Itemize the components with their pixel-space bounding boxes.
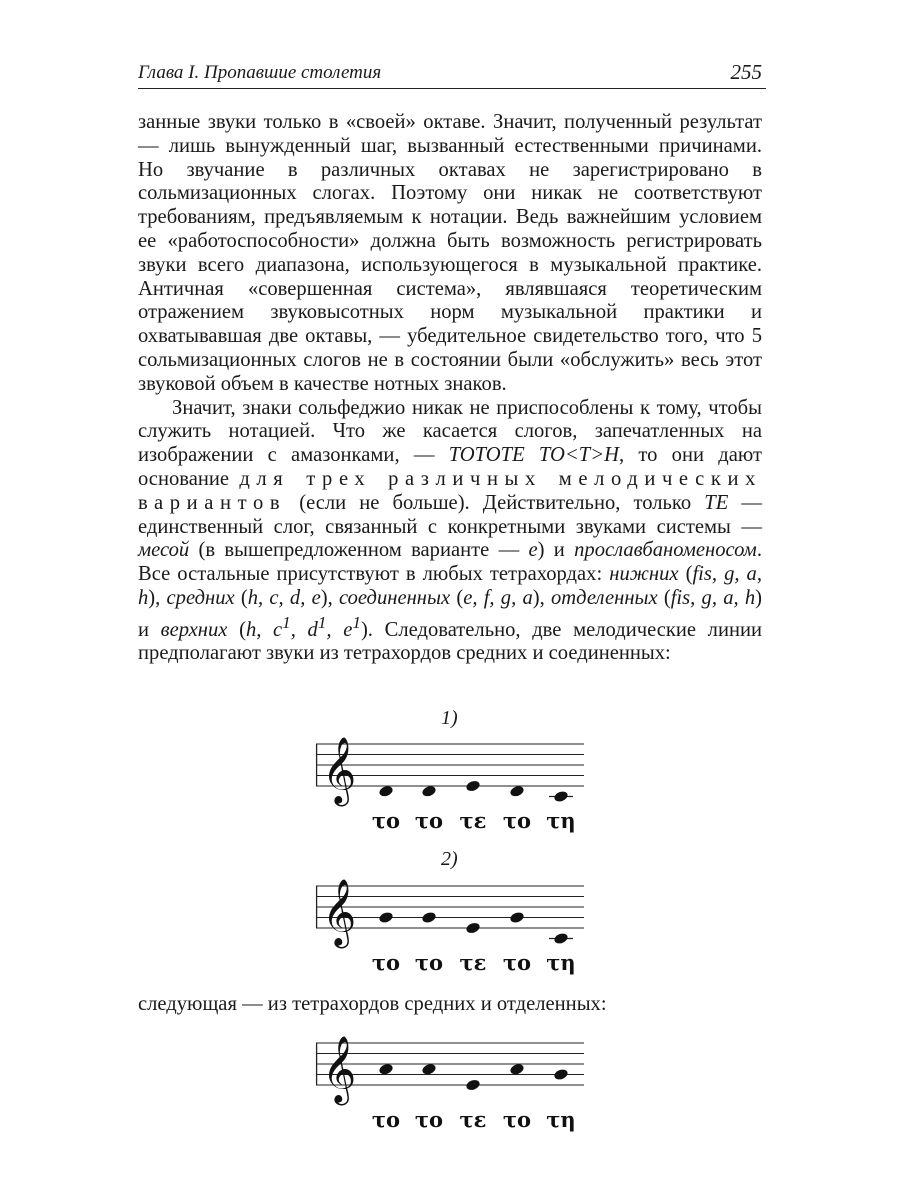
- text-run: ). Следовательно, две мелодические линии предполагают звуки из тетрахордов средних и соединенных:: [138, 618, 763, 665]
- music-example: [316, 735, 584, 848]
- term-mesa: месой: [138, 539, 190, 562]
- treble-clef-icon: 𝄞: [322, 1034, 357, 1103]
- text-run: . Все остальные присутствуют в любых тетрахордах:: [138, 539, 762, 586]
- syllable-label: το: [414, 808, 444, 833]
- text-run: ) и: [537, 539, 575, 562]
- text-run: ),: [320, 586, 339, 609]
- text-run: (в вышепредложенном варианте —: [189, 539, 529, 562]
- term-conjunct: соединенных: [338, 586, 451, 609]
- text-run: (: [450, 586, 464, 609]
- text-run: (: [234, 586, 248, 609]
- body-text: [138, 111, 762, 666]
- text-run: (если не больше). Действительно, только: [286, 491, 705, 514]
- term-upper: верхних: [160, 618, 228, 641]
- term-proslamb: прославбаноменосом: [574, 539, 757, 562]
- staff-svg: [316, 735, 584, 848]
- note-set: h, c, d, e: [247, 586, 321, 609]
- note-head: [378, 911, 394, 924]
- octave-mark: 1: [282, 612, 291, 632]
- note-head: [553, 1068, 569, 1081]
- note-head: [378, 785, 394, 798]
- text-run: h, c: [245, 618, 283, 641]
- text-run: Значит, знаки сольфеджио никак не приспособлены к тому, чтобы служить нотацией. Что же касается слогов, запечатленных на изображении с амазонками, —: [138, 396, 762, 467]
- staff-svg: [316, 877, 584, 990]
- syllable-label: τη: [546, 1107, 576, 1132]
- syllable-label: το: [502, 808, 532, 833]
- example-caption: 2): [441, 848, 458, 870]
- example-caption: 1): [441, 707, 458, 729]
- note-head: [421, 1063, 437, 1076]
- syllable-label: το: [502, 1107, 532, 1132]
- syllable-label: τη: [546, 950, 576, 975]
- chapter-title: Глава I. Пропавшие столетия: [138, 62, 382, 83]
- note-head: [553, 790, 569, 803]
- text-run: , то они дают основание: [138, 444, 762, 490]
- note-head: [465, 921, 481, 934]
- treble-clef-icon: 𝄞: [322, 877, 357, 946]
- syllable-label: το: [371, 950, 401, 975]
- spaced-phrase: для трех различных мелодических вариантов: [138, 467, 762, 514]
- note-head: [465, 1078, 481, 1091]
- note-head: [378, 1063, 394, 1076]
- formula: TOTOTE TO<T>H: [448, 444, 619, 467]
- paragraph-1: занные звуки только в «своей» октаве. Значит, полученный результат — лишь вынужденный шаг, вызванный естественными причинами. Но звучание в различных октавах не зарегистрировано в сольмизационных слогах. Поэтому они никак не соответствуют требованиям, предъявляемым к нотации. Ведь важнейшим условием ее «работоспособности» должна быть возможность регистрировать звуки всего диапазона, использующегося в музыкальной практике. Античная «совершенная система», являвшаяся теоретическим отражением звуковысотных норм музыкальной практики и охватывавшая две октавы, — убедительное свидетельство того, что 5 сольмизационных слогов не в состоянии были «обслужить» весь этот звуковой объем в качестве нотных знаков.: [138, 111, 762, 395]
- syllable-label: τη: [546, 808, 576, 833]
- text-run: (: [657, 586, 671, 609]
- paragraph-2: [138, 397, 762, 667]
- note-set: fis, g, a, h: [138, 563, 762, 609]
- syllable-label: τε: [459, 1107, 487, 1132]
- syllable-label: το: [414, 950, 444, 975]
- page-number: 255: [730, 60, 762, 84]
- note-set: e, f, g, a: [463, 586, 533, 609]
- treble-clef-icon: 𝄞: [322, 735, 357, 804]
- text-run: (: [678, 563, 693, 586]
- term-middle: средних: [166, 586, 235, 609]
- syllable-label: το: [371, 1107, 401, 1132]
- note-head: [465, 779, 481, 792]
- note-set: [245, 612, 361, 641]
- syllable-label: το: [502, 950, 532, 975]
- staff-svg: [316, 1034, 584, 1147]
- syllable-label: τε: [459, 950, 487, 975]
- text-run: , d: [290, 618, 318, 641]
- note-head: [509, 1063, 525, 1076]
- note-head: [509, 911, 525, 924]
- music-example: [316, 877, 584, 990]
- text-run: ),: [148, 586, 167, 609]
- text-run: (: [227, 618, 246, 641]
- term-disjunct: отделенных: [551, 586, 658, 609]
- note-name: е: [528, 539, 538, 562]
- note-set: fis, g, a, h: [670, 586, 756, 609]
- text-run: — единственный слог, связанный с конкретными звуками системы —: [138, 491, 762, 538]
- syllable-label: το: [371, 808, 401, 833]
- music-example: [316, 1034, 584, 1147]
- note-head: [421, 785, 437, 798]
- octave-mark: 1: [352, 612, 361, 632]
- note-head: [509, 785, 525, 798]
- running-header: [138, 58, 766, 89]
- term-lower: нижних: [609, 563, 679, 586]
- te-syllable: TE: [704, 491, 729, 514]
- text-line: следующая — из тетрахордов средних и отделенных:: [138, 993, 607, 1015]
- text-run: ),: [532, 586, 551, 609]
- note-head: [421, 911, 437, 924]
- syllable-label: τε: [459, 808, 487, 833]
- text-run: , e: [326, 618, 353, 641]
- octave-mark: 1: [317, 612, 327, 632]
- text-run: ) и: [138, 586, 763, 641]
- syllable-label: το: [414, 1107, 444, 1132]
- note-head: [553, 932, 569, 945]
